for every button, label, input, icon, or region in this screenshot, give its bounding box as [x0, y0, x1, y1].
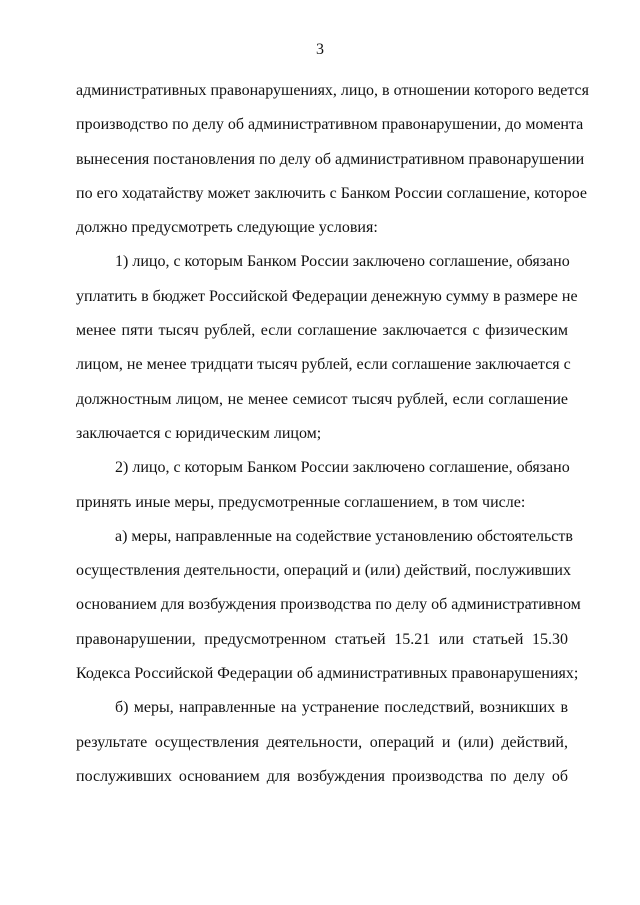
paragraph-subitem-b — [76, 691, 568, 794]
text-line: менее пяти тысяч рублей, если соглашение заключается с физическим — [76, 322, 568, 340]
text-line: а) меры, направленные на содействие установлению обстоятельств — [115, 527, 573, 545]
text-line: должностным лицом, не менее семисот тысяч рублей, если соглашение — [76, 390, 568, 408]
text-line: лицом, не менее тридцати тысяч рублей, если соглашение заключается с — [76, 356, 571, 374]
text-line: правонарушении, предусмотренном статьей 15.21 или статьей 15.30 — [76, 630, 568, 648]
text-line: принять иные меры, предусмотренные соглашением, в том числе: — [76, 493, 526, 511]
text-line: 2) лицо, с которым Банком России заключено соглашение, обязано — [115, 459, 570, 477]
text-line: б) меры, направленные на устранение последствий, возникших в — [115, 699, 568, 717]
text-line: уплатить в бюджет Российской Федерации денежную сумму в размере не — [76, 287, 578, 305]
text-line: производство по делу об административном правонарушении, до момента — [76, 116, 584, 134]
text-line: должно предусмотреть следующие условия: — [76, 219, 378, 237]
text-line: осуществления деятельности, операций и (или) действий, послуживших — [76, 562, 571, 580]
page-number: 3 — [316, 41, 324, 58]
paragraph-item-2 — [76, 451, 568, 520]
text-line: Кодекса Российской Федерации об административных правонарушениях; — [76, 665, 579, 683]
body-text — [76, 74, 589, 794]
text-line: административных правонарушениях, лицо, в отношении которого ведется — [76, 82, 589, 99]
text-line: послуживших основанием для возбуждения производства по делу об — [76, 767, 568, 785]
paragraph-intro-continuation — [76, 74, 589, 245]
text-line: основанием для возбуждения производства по делу об административном — [76, 596, 581, 614]
text-line: заключается с юридическим лицом; — [76, 424, 322, 442]
paragraph-item-1 — [76, 245, 578, 451]
text-line: результате осуществления деятельности, операций и (или) действий, — [76, 733, 568, 751]
text-line: 1) лицо, с которым Банком России заключено соглашение, обязано — [115, 253, 570, 271]
text-line: по его ходатайству может заключить с Банком России соглашение, которое — [76, 184, 587, 202]
paragraph-subitem-a — [76, 520, 581, 691]
text-line: вынесения постановления по делу об административном правонарушении — [76, 150, 585, 168]
